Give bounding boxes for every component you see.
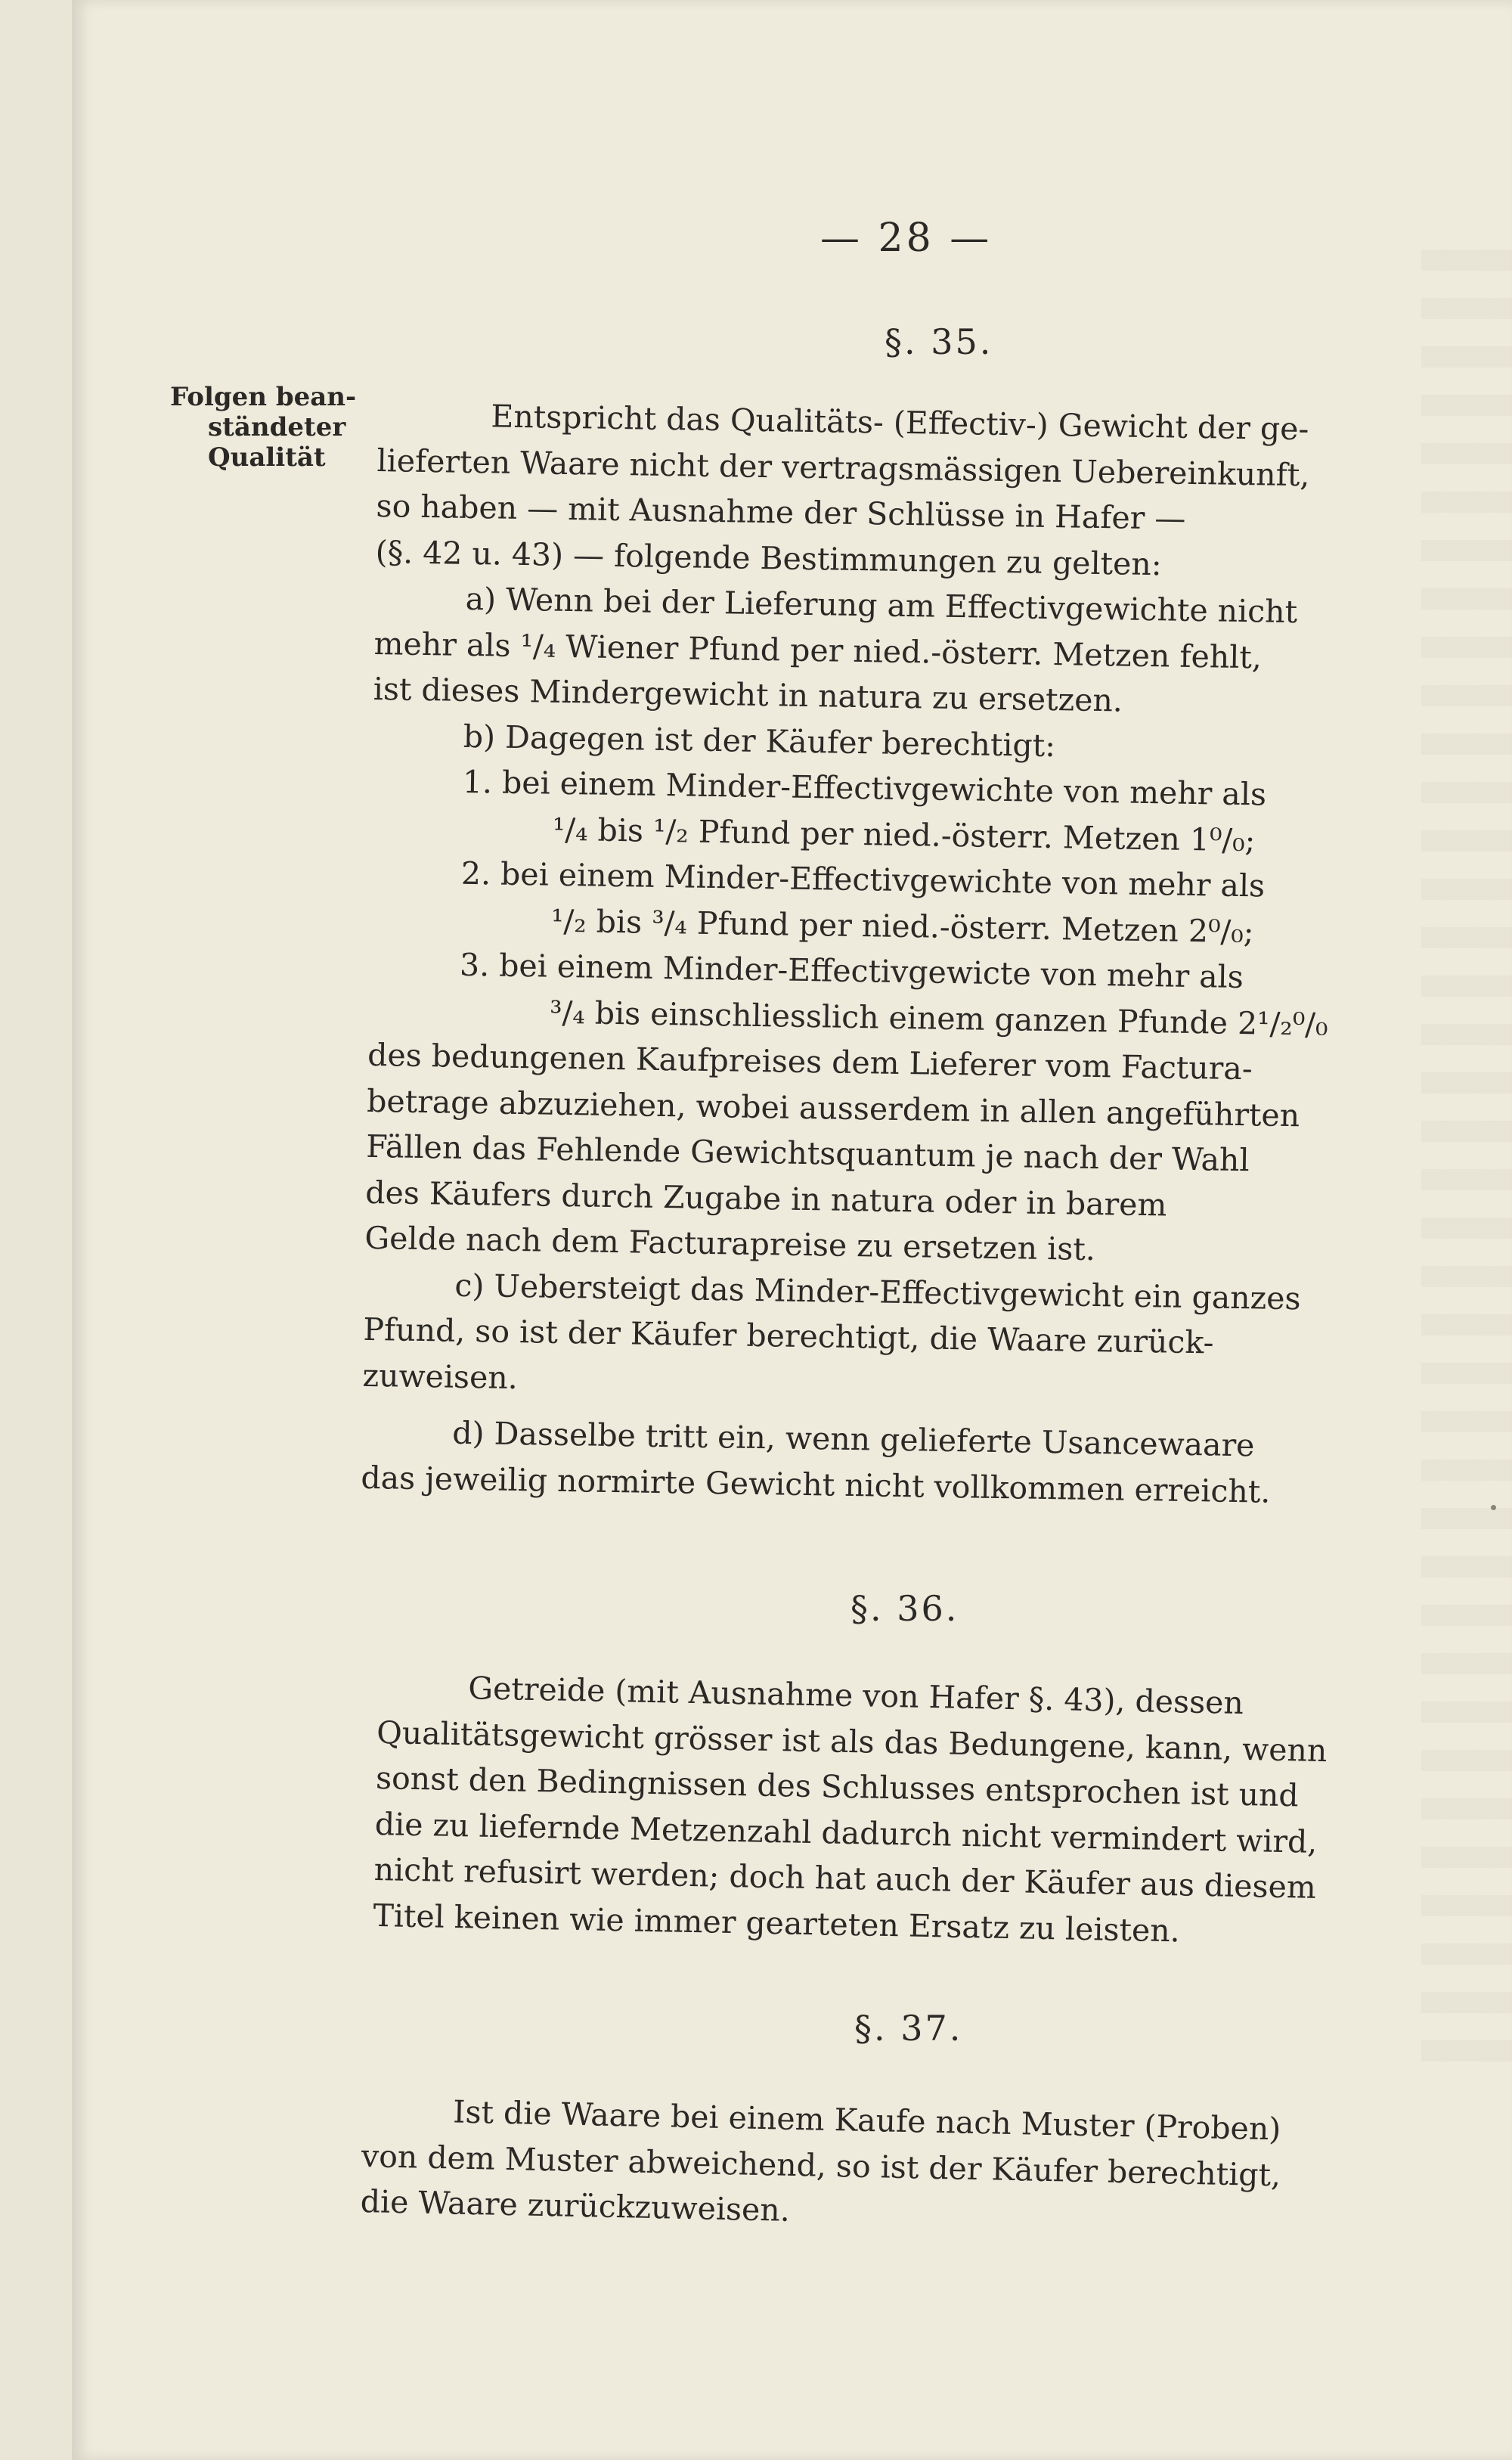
text-line: Qualitätsgewicht grösser ist als das Bedungene, kann, wenn <box>376 1714 1328 1769</box>
text-line: ³/₄ bis einschliesslich einem ganzen Pfunde 2¹/₂⁰/₀ <box>549 994 1328 1043</box>
text-line: ¹/₄ bis ¹/₂ Pfund per nied.-österr. Metzen 1⁰/₀; <box>552 811 1256 858</box>
text-line: (§. 42 u. 43) — folgende Bestimmungen zu gelten: <box>375 533 1162 582</box>
text-line: mehr als ¹/₄ Wiener Pfund per nied.-österr. Metzen fehlt, <box>373 625 1263 675</box>
text-line: nicht refusirt werden; doch hat auch der Käufer aus diesem <box>373 1850 1317 1906</box>
text-line: betrage abzuziehen, wobei ausserdem in allen angeführten <box>366 1082 1300 1134</box>
text-line: b) Dagegen ist der Käufer berechtigt: <box>463 718 1056 764</box>
section-title-35: §. 35. <box>885 321 993 362</box>
list-item: 2. bei einem Minder-Effectivgewichte von mehr als <box>460 855 1266 904</box>
text-line: des bedungenen Kaufpreises dem Lieferer vom Factura- <box>367 1036 1253 1087</box>
text-line: ist dieses Mindergewicht in natura zu ersetzen. <box>373 670 1123 719</box>
text-line: Getreide (mit Ausnahme von Hafer §. 43), dessen <box>467 1670 1244 1721</box>
text-line: Pfund, so ist der Käufer berechtigt, die Waare zurück- <box>363 1311 1214 1361</box>
margin-note-line: ständeter <box>208 412 346 442</box>
ink-speck <box>1491 1505 1496 1510</box>
section-37-body <box>360 2087 1436 2247</box>
margin-note <box>170 382 397 473</box>
text-line: Ist die Waare bei einem Kaufe nach Muster (Proben) <box>452 2093 1281 2148</box>
text-line: das jeweilig normirte Gewicht nicht vollkommen erreicht. <box>361 1459 1271 1510</box>
section-title-36: §. 36. <box>850 1588 959 1629</box>
text-line: des Käufers durch Zugabe in natura oder in barem <box>364 1174 1167 1224</box>
section-title-37: §. 37. <box>854 2008 963 2049</box>
margin-note-line: Folgen bean- <box>170 382 357 412</box>
section-35-body <box>361 392 1452 1517</box>
text-line: Fällen das Fehlende Gewichtsquantum je nach der Wahl <box>365 1128 1250 1179</box>
text-line: zuweisen. <box>362 1357 519 1396</box>
text-line: sonst den Bedingnissen des Schlusses entsprochen ist und <box>375 1759 1300 1814</box>
text-line: c) Uebersteigt das Minder-Effectivgewicht ein ganzes <box>454 1267 1301 1317</box>
text-line: die Waare zurückzuweisen. <box>360 2182 791 2229</box>
margin-note-line: Qualität <box>208 442 326 473</box>
text-line: d) Dasselbe tritt ein, wenn gelieferte Usancewaare <box>452 1414 1255 1464</box>
text-line: a) Wenn bei der Lieferung am Effectivgewichte nicht <box>465 580 1298 631</box>
text-line: lieferten Waare nicht der vertragsmässigen Uebereinkunft, <box>376 442 1310 493</box>
text-line: Gelde nach dem Facturapreise zu ersetzen ist. <box>364 1219 1096 1268</box>
text-line: Titel keinen wie immer gearteten Ersatz zu leisten. <box>373 1897 1181 1949</box>
page-number: — 28 — <box>820 216 993 261</box>
text-line: so haben — mit Ausnahme der Schlüsse in Hafer — <box>376 487 1186 537</box>
list-item: 3. bei einem Minder-Effectivgewicte von mehr als <box>459 946 1244 996</box>
text-line: Entspricht das Qualitäts- (Effectiv-) Gewicht der ge- <box>491 398 1309 448</box>
section-36-body <box>373 1664 1452 1959</box>
text-line: von dem Muster abweichend, so ist der Käufer berechtigt, <box>361 2137 1281 2193</box>
list-item: 1. bei einem Minder-Effectivgewichte von mehr als <box>462 763 1267 813</box>
text-line: ¹/₂ bis ³/₄ Pfund per nied.-österr. Metzen 2⁰/₀; <box>550 902 1254 950</box>
text-line: die zu liefernde Metzenzahl dadurch nicht vermindert wird, <box>374 1805 1318 1860</box>
